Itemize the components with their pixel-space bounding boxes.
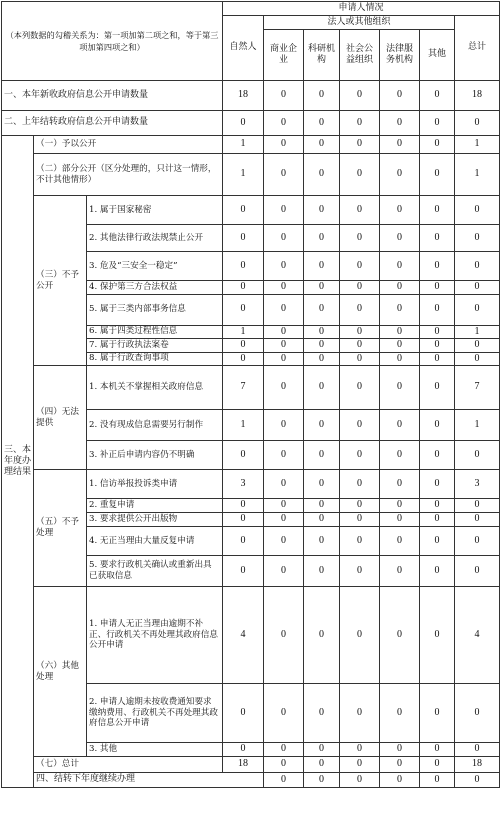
row-label: 1. 属于国家秘密 (87, 196, 223, 225)
cell-value: 0 (340, 281, 380, 295)
cell-value: 0 (223, 352, 264, 366)
cell-value: 0 (420, 499, 455, 513)
cell-value: 0 (340, 527, 380, 556)
cell-value: 0 (304, 325, 340, 339)
cell-value: 0 (264, 556, 304, 587)
cell-value: 0 (340, 154, 380, 196)
row-label: 8. 属于行政查询事项 (87, 352, 223, 366)
cell-value: 0 (340, 339, 380, 353)
commercial-header: 商业企业 (264, 30, 304, 81)
row-label: （二）部分公开（区分处理的，只计这一情形，不计其他情形） (34, 154, 223, 196)
cell-value: 0 (304, 252, 340, 281)
cell-value: 0 (304, 527, 340, 556)
cell-value: 1 (223, 136, 264, 154)
cell-value: 0 (380, 410, 420, 441)
group-label: （六）其他处理 (34, 587, 87, 757)
cell-value: 0 (340, 294, 380, 325)
cell-value: 0 (223, 743, 264, 757)
cell-value: 0 (304, 743, 340, 757)
cell-value: 0 (304, 587, 340, 684)
cell-value: 1 (223, 410, 264, 441)
cell-value: 0 (304, 136, 340, 154)
cell-value: 0 (380, 281, 420, 295)
row-label: 3. 要求提供公开出版物 (87, 513, 223, 527)
cell-value: 0 (420, 352, 455, 366)
row-label: 2. 其他法律行政法规禁止公开 (87, 225, 223, 252)
cell-value: 0 (264, 281, 304, 295)
section3-label: 三、本年度办理结果 (2, 136, 34, 788)
cell-value: 0 (455, 281, 500, 295)
cell-value: 7 (223, 366, 264, 410)
cell-value: 0 (420, 154, 455, 196)
cell-value: 0 (420, 81, 455, 111)
cell-value: 0 (304, 281, 340, 295)
cell-value: 0 (380, 773, 420, 788)
cell-value: 1 (223, 154, 264, 196)
cell-value: 0 (340, 366, 380, 410)
cell-value: 0 (420, 684, 455, 743)
cell-value: 0 (304, 196, 340, 225)
cell-value: 0 (380, 556, 420, 587)
social-header: 社会公益组织 (340, 30, 380, 81)
cell-value: 0 (223, 513, 264, 527)
cell-value: 0 (264, 410, 304, 441)
cell-value: 0 (380, 294, 420, 325)
cell-value: 0 (455, 556, 500, 587)
group-label: （三）不予公开 (34, 196, 87, 366)
cell-value: 0 (223, 556, 264, 587)
cell-value: 4 (455, 587, 500, 684)
cell-value: 0 (223, 294, 264, 325)
row-label: 5. 属于三类内部事务信息 (87, 294, 223, 325)
cell-value: 0 (340, 252, 380, 281)
cell-value: 0 (380, 225, 420, 252)
cell-value: 0 (264, 366, 304, 410)
cell-value: 0 (455, 339, 500, 353)
cell-value: 0 (380, 154, 420, 196)
cell-value: 0 (264, 757, 304, 773)
cell-value: 0 (420, 773, 455, 788)
cell-value: 0 (455, 743, 500, 757)
cell-value: 0 (264, 499, 304, 513)
cell-value: 0 (304, 470, 340, 499)
cell-value: 0 (420, 757, 455, 773)
row-label: （一）予以公开 (34, 136, 223, 154)
cell-value: 0 (340, 441, 380, 470)
cell-value: 0 (420, 587, 455, 684)
row-label: 3. 补正后申请内容仍不明确 (87, 441, 223, 470)
cell-value: 0 (304, 556, 340, 587)
cell-value: 0 (264, 773, 304, 788)
cell-value: 0 (420, 366, 455, 410)
cell-value: 0 (223, 441, 264, 470)
row-label: 1. 本机关不掌握相关政府信息 (87, 366, 223, 410)
cell-value: 0 (264, 325, 304, 339)
row-label: 6. 属于四类过程性信息 (87, 325, 223, 339)
cell-value: 0 (223, 111, 264, 136)
row-label: 5. 要求行政机关确认或重新出具已获取信息 (87, 556, 223, 587)
table-row (2, 81, 500, 111)
cell-value: 0 (264, 527, 304, 556)
cell-value: 0 (380, 470, 420, 499)
table-row (2, 773, 500, 788)
cell-value: 0 (340, 499, 380, 513)
cell-value: 0 (264, 684, 304, 743)
cell-value: 0 (420, 136, 455, 154)
cell-value: 0 (420, 441, 455, 470)
cell-value: 0 (380, 366, 420, 410)
cell-value: 0 (264, 441, 304, 470)
cell-value: 0 (420, 325, 455, 339)
legal-entity-group-header: 法人或其他组织 (264, 16, 455, 30)
cell-value: 0 (340, 325, 380, 339)
cell-value: 0 (304, 513, 340, 527)
cell-value: 0 (223, 339, 264, 353)
table-row (2, 111, 500, 136)
cell-value: 0 (420, 470, 455, 499)
cell-value: 0 (380, 513, 420, 527)
cell-value: 0 (340, 352, 380, 366)
relationship-note: （本列数据的勾稽关系为：第一项加第二项之和，等于第三项加第四项之和） (2, 2, 223, 81)
row-label: 4. 无正当理由大量反复申请 (87, 527, 223, 556)
cell-value: 0 (380, 136, 420, 154)
cell-value: 0 (264, 352, 304, 366)
cell-value: 18 (455, 757, 500, 773)
cell-value: 0 (223, 684, 264, 743)
cell-value: 18 (223, 757, 264, 773)
cell-value: 0 (304, 111, 340, 136)
cell-value: 0 (380, 757, 420, 773)
cell-value: 0 (304, 225, 340, 252)
cell-value: 1 (223, 325, 264, 339)
cell-value: 0 (223, 252, 264, 281)
table-row (2, 366, 500, 410)
cell-value: 0 (223, 225, 264, 252)
cell-value: 0 (420, 111, 455, 136)
cell-value: 0 (304, 684, 340, 743)
cell-value: 0 (455, 773, 500, 788)
cell-value: 0 (380, 441, 420, 470)
row-label: 2. 申请人逾期未按收费通知要求缴纳费用、行政机关不再处理其政府信息公开申请 (87, 684, 223, 743)
cell-value: 0 (455, 499, 500, 513)
legal-service-header: 法律服务机构 (380, 30, 420, 81)
cell-value: 0 (223, 196, 264, 225)
cell-value: 0 (340, 743, 380, 757)
cell-value: 0 (264, 587, 304, 684)
cell-value: 0 (340, 136, 380, 154)
cell-value: 0 (420, 556, 455, 587)
cell-value: 0 (420, 281, 455, 295)
table-row (2, 470, 500, 499)
cell-value: 0 (340, 111, 380, 136)
table-row (2, 196, 500, 225)
row-label: 2. 没有现成信息需要另行制作 (87, 410, 223, 441)
cell-value: 4 (223, 587, 264, 684)
row-label: 4. 保护第三方合法权益 (87, 281, 223, 295)
cell-value: 0 (223, 527, 264, 556)
cell-value: 18 (455, 81, 500, 111)
row-label: 一、本年新收政府信息公开申请数量 (2, 81, 223, 111)
row-label: 二、上年结转政府信息公开申请数量 (2, 111, 223, 136)
other-header: 其他 (420, 30, 455, 81)
cell-value: 0 (264, 743, 304, 757)
cell-value: 0 (304, 154, 340, 196)
cell-value: 0 (264, 252, 304, 281)
cell-value: 0 (304, 410, 340, 441)
cell-value: 7 (455, 366, 500, 410)
cell-value: 0 (380, 743, 420, 757)
cell-value: 0 (340, 470, 380, 499)
table-row (2, 154, 500, 196)
cell-value: 0 (420, 252, 455, 281)
cell-value: 0 (380, 499, 420, 513)
row-label: 7. 属于行政执法案卷 (87, 339, 223, 353)
cell-value: 0 (340, 513, 380, 527)
cell-value: 1 (455, 154, 500, 196)
cell-value: 0 (455, 352, 500, 366)
applicant-header: 申请人情况 (223, 2, 500, 16)
cell-value: 0 (380, 252, 420, 281)
cell-value: 0 (455, 225, 500, 252)
cell-value: 0 (264, 225, 304, 252)
cell-value: 1 (455, 325, 500, 339)
cell-value: 0 (380, 352, 420, 366)
cell-value: 0 (340, 410, 380, 441)
cell-value: 0 (304, 352, 340, 366)
cell-value: 0 (304, 499, 340, 513)
cell-value: 0 (380, 111, 420, 136)
cell-value: 0 (380, 527, 420, 556)
table-row (2, 757, 500, 773)
cell-value: 0 (304, 441, 340, 470)
row-label: 1. 申请人无正当理由逾期不补正、行政机关不再处理其政府信息公开申请 (87, 587, 223, 684)
cell-value: 0 (304, 81, 340, 111)
research-header: 科研机构 (304, 30, 340, 81)
cell-value: 0 (340, 81, 380, 111)
cell-value: 0 (420, 196, 455, 225)
cell-value: 0 (380, 684, 420, 743)
row-label: （七）总计 (34, 757, 223, 773)
group-label: （四）无法提供 (34, 366, 87, 470)
cell-value: 1 (455, 410, 500, 441)
cell-value: 0 (420, 294, 455, 325)
cell-value: 0 (304, 294, 340, 325)
cell-value: 0 (340, 556, 380, 587)
cell-value: 0 (264, 154, 304, 196)
row-label: 四、结转下年度继续办理 (34, 773, 264, 788)
cell-value: 0 (304, 366, 340, 410)
cell-value: 0 (380, 587, 420, 684)
cell-value: 0 (455, 294, 500, 325)
cell-value: 0 (340, 196, 380, 225)
cell-value: 1 (455, 136, 500, 154)
gov-info-disclosure-table (1, 1, 500, 788)
row-label: 2. 重复申请 (87, 499, 223, 513)
cell-value: 0 (420, 225, 455, 252)
cell-value: 0 (304, 773, 340, 788)
table-row (2, 136, 500, 154)
cell-value: 0 (264, 470, 304, 499)
cell-value: 0 (340, 225, 380, 252)
cell-value: 0 (420, 743, 455, 757)
cell-value: 0 (455, 111, 500, 136)
cell-value: 0 (264, 81, 304, 111)
cell-value: 0 (340, 587, 380, 684)
cell-value: 0 (304, 339, 340, 353)
cell-value: 0 (455, 684, 500, 743)
cell-value: 0 (380, 325, 420, 339)
cell-value: 0 (264, 513, 304, 527)
cell-value: 0 (340, 773, 380, 788)
cell-value: 0 (380, 196, 420, 225)
cell-value: 0 (420, 410, 455, 441)
cell-value: 0 (455, 196, 500, 225)
cell-value: 0 (223, 281, 264, 295)
cell-value: 0 (304, 757, 340, 773)
cell-value: 18 (223, 81, 264, 111)
row-label: 3. 危及“三安全一稳定” (87, 252, 223, 281)
natural-person-header: 自然人 (223, 16, 264, 81)
table-row (2, 587, 500, 684)
cell-value: 0 (340, 757, 380, 773)
cell-value: 0 (420, 513, 455, 527)
total-header: 总计 (455, 16, 500, 81)
cell-value: 0 (380, 339, 420, 353)
cell-value: 0 (223, 499, 264, 513)
cell-value: 0 (380, 81, 420, 111)
cell-value: 0 (264, 294, 304, 325)
cell-value: 0 (264, 136, 304, 154)
cell-value: 0 (455, 252, 500, 281)
cell-value: 0 (264, 111, 304, 136)
group-label: （五）不予处理 (34, 470, 87, 587)
cell-value: 0 (340, 684, 380, 743)
cell-value: 0 (455, 513, 500, 527)
cell-value: 0 (455, 441, 500, 470)
row-label: 1. 信访举报投诉类申请 (87, 470, 223, 499)
cell-value: 0 (264, 339, 304, 353)
cell-value: 0 (420, 527, 455, 556)
cell-value: 0 (455, 527, 500, 556)
cell-value: 3 (223, 470, 264, 499)
row-label: 3. 其他 (87, 743, 223, 757)
cell-value: 0 (420, 339, 455, 353)
cell-value: 0 (264, 196, 304, 225)
cell-value: 3 (455, 470, 500, 499)
